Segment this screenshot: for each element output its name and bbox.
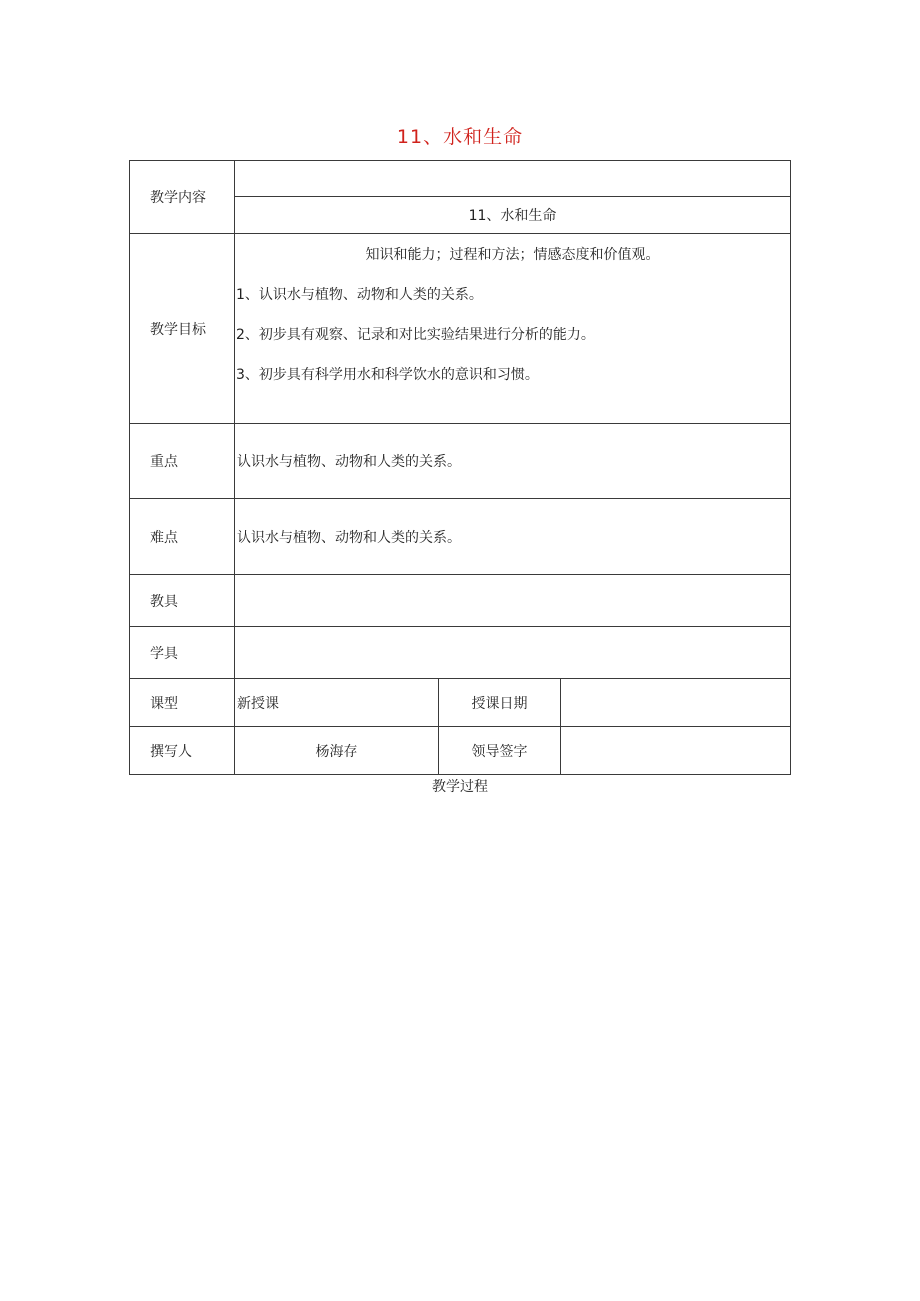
goals-label: 教学目标 xyxy=(130,234,235,424)
key-point-value: 认识水与植物、动物和人类的关系。 xyxy=(235,424,791,499)
difficulty-label: 难点 xyxy=(130,499,235,575)
difficulty-value: 认识水与植物、动物和人类的关系。 xyxy=(235,499,791,575)
signature-value xyxy=(561,727,791,775)
lesson-type-label: 课型 xyxy=(130,679,235,727)
teaching-aids-label: 教具 xyxy=(130,575,235,627)
key-point-label: 重点 xyxy=(130,424,235,499)
author-value: 杨海存 xyxy=(235,727,439,775)
goals-cell xyxy=(235,234,791,424)
student-aids-label: 学具 xyxy=(130,627,235,679)
content-value: 11、水和生命 xyxy=(235,197,791,234)
goal-item: 2、初步具有观察、记录和对比实验结果进行分析的能力。 xyxy=(236,327,595,343)
author-label: 撰写人 xyxy=(130,727,235,775)
document-title: 11、水和生命 xyxy=(396,126,524,148)
goals-intro: 知识和能力；过程和方法；情感态度和价值观。 xyxy=(365,247,660,263)
content-label: 教学内容 xyxy=(130,161,235,234)
date-label: 授课日期 xyxy=(439,679,561,727)
signature-label: 领导签字 xyxy=(439,727,561,775)
lesson-plan-table xyxy=(129,160,791,775)
teaching-aids-value xyxy=(235,575,791,627)
student-aids-value xyxy=(235,627,791,679)
goal-item: 3、初步具有科学用水和科学饮水的意识和习惯。 xyxy=(236,367,539,383)
content-blank-cell xyxy=(235,161,791,197)
lesson-type-value: 新授课 xyxy=(235,679,439,727)
goal-item: 1、认识水与植物、动物和人类的关系。 xyxy=(236,287,483,303)
teaching-process-caption: 教学过程 xyxy=(432,779,488,795)
date-value xyxy=(561,679,791,727)
